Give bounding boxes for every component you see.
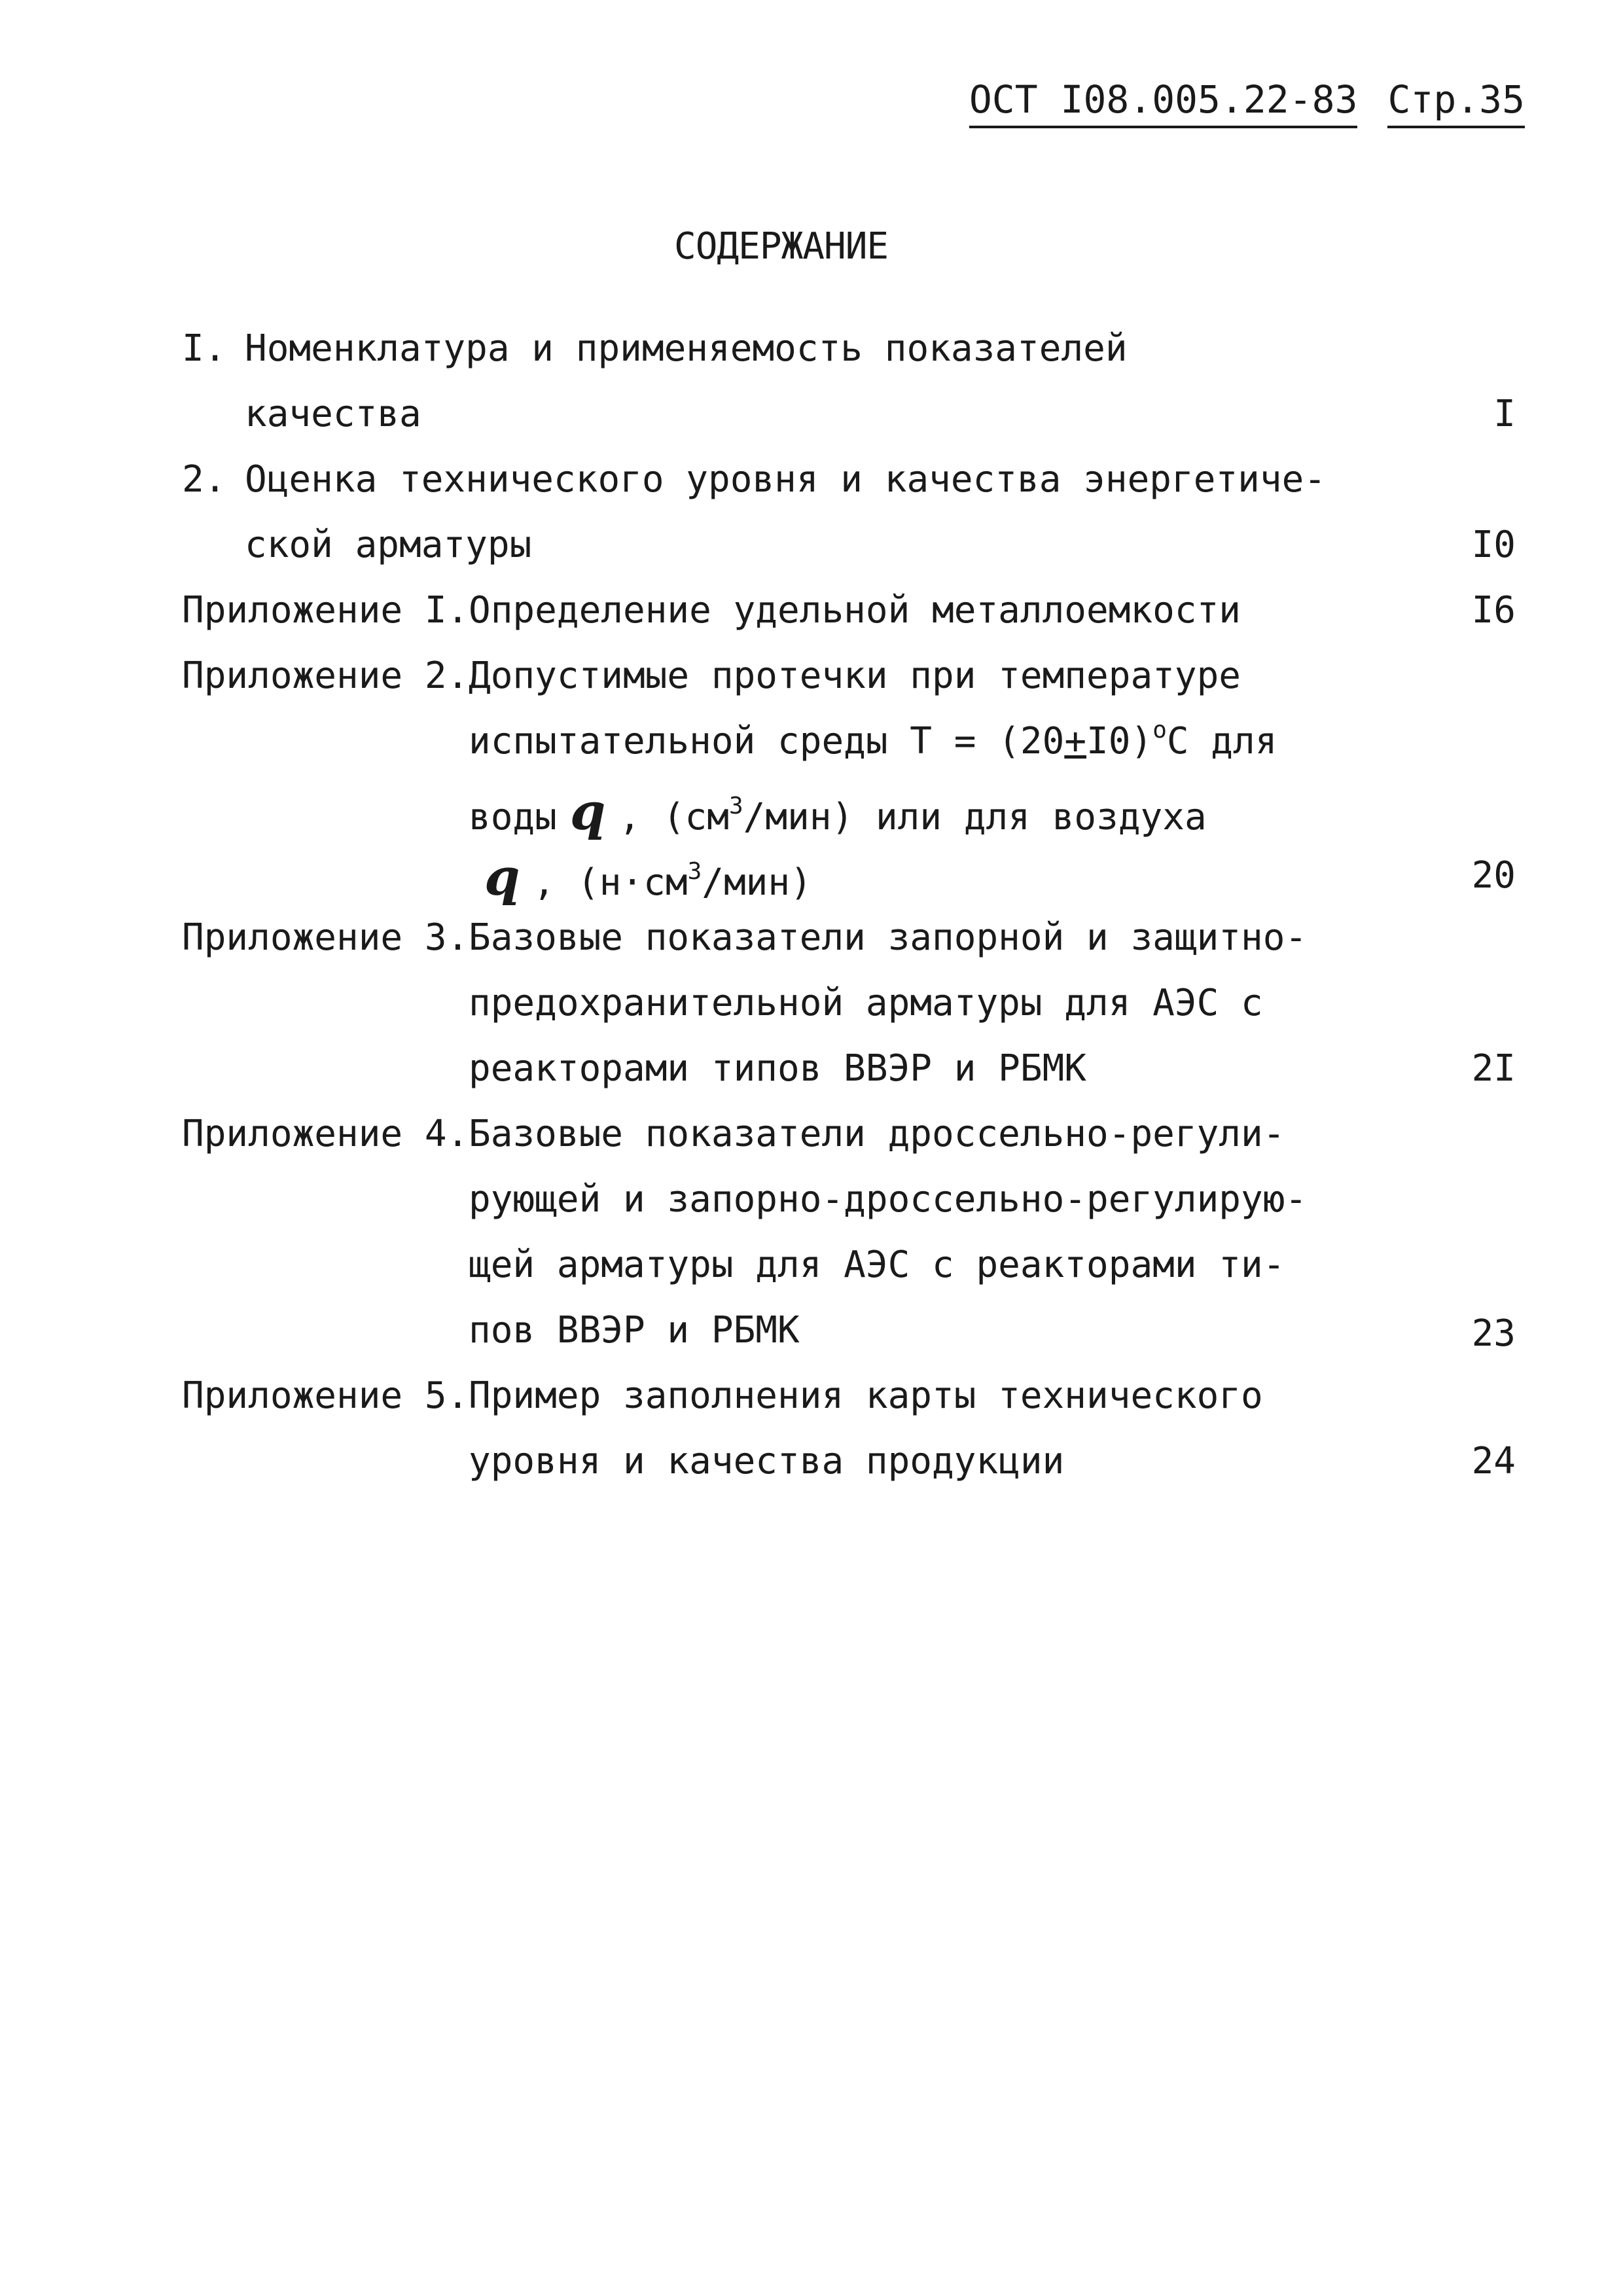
- appendix-5-title-line2: уровня и качества продукции: [469, 1440, 1065, 1482]
- appendix-1-title: Определение удельной металлоемкости: [469, 589, 1241, 632]
- appendix-5-page: 24: [1471, 1440, 1516, 1482]
- appendix-1-page: I6: [1471, 589, 1516, 632]
- appendix-3-title-line1: Базовые показатели запорной и защитно-: [469, 916, 1308, 959]
- appendix-3-title-line2: предохранительной арматуры для АЭС с: [469, 982, 1263, 1024]
- exponent: 3: [728, 793, 743, 819]
- toc-item-1-title-line2: качества: [245, 393, 421, 435]
- line2-text-c: С для: [1166, 720, 1277, 762]
- toc-item-2-title-line2: ской арматуры: [245, 524, 532, 566]
- appendix-2-title-line1: Допустимые протечки при температуре: [469, 655, 1241, 697]
- appendix-4-label: Приложение 4.: [182, 1113, 469, 1155]
- line4-text-a: , (н·см: [533, 861, 688, 904]
- appendix-4-title-line3: щей арматуры для АЭС с реакторами ти-: [469, 1244, 1285, 1286]
- appendix-2-title-line4: [484, 848, 812, 907]
- toc-item-1-page: I: [1493, 393, 1516, 435]
- line3-text-c: /мин) или для воздуха: [743, 796, 1207, 838]
- toc-item-2-page: I0: [1471, 524, 1516, 566]
- flow-symbol: q: [484, 848, 520, 907]
- appendix-4-title-line1: Базовые показатели дроссельно-регули-: [469, 1113, 1285, 1155]
- appendix-2-page: 20: [1471, 854, 1516, 897]
- line3-text-a: воды: [469, 796, 557, 838]
- appendix-4-page: 23: [1471, 1312, 1516, 1355]
- toc-item-1-title-line1: Номенклатура и применяемость показателей: [245, 327, 1128, 370]
- appendix-3-label: Приложение 3.: [182, 916, 469, 959]
- toc-item-1-number: I.: [182, 327, 226, 370]
- appendix-4-title-line2: рующей и запорно-дроссельно-регулирую-: [469, 1178, 1308, 1221]
- appendix-3-page: 2I: [1471, 1047, 1516, 1090]
- line2-text-b: I0): [1086, 720, 1153, 762]
- page-number-label: Стр.35: [1387, 77, 1525, 128]
- toc-item-2-title-line1: Оценка технического уровня и качества энергетиче-: [245, 458, 1327, 501]
- toc-item-2-number: 2.: [182, 458, 226, 501]
- page-title: СОДЕРЖАНИЕ: [674, 225, 889, 268]
- line2-text-a: испытательной среды Т = (20: [469, 720, 1065, 762]
- degree-sign: o: [1152, 717, 1167, 744]
- appendix-2-label: Приложение 2.: [182, 655, 469, 697]
- appendix-2-title-line3: [469, 782, 1207, 842]
- standard-code: ОСТ I08.005.22-83: [969, 77, 1358, 128]
- appendix-5-title-line1: Пример заполнения карты технического: [469, 1374, 1263, 1417]
- appendix-1-label: Приложение I.: [182, 589, 469, 632]
- plus-minus-sign: +: [1064, 720, 1087, 762]
- appendix-4-title-line4: пов ВВЭР и РБМК: [469, 1309, 800, 1352]
- flow-symbol: q: [569, 782, 606, 842]
- appendix-2-title-line2: [469, 717, 1277, 762]
- page-header: [969, 77, 1525, 128]
- line3-text-b: , (см: [618, 796, 729, 838]
- appendix-5-label: Приложение 5.: [182, 1374, 469, 1417]
- line4-text-b: /мин): [702, 861, 812, 904]
- exponent: 3: [687, 858, 702, 885]
- appendix-3-title-line3: реакторами типов ВВЭР и РБМК: [469, 1047, 1087, 1090]
